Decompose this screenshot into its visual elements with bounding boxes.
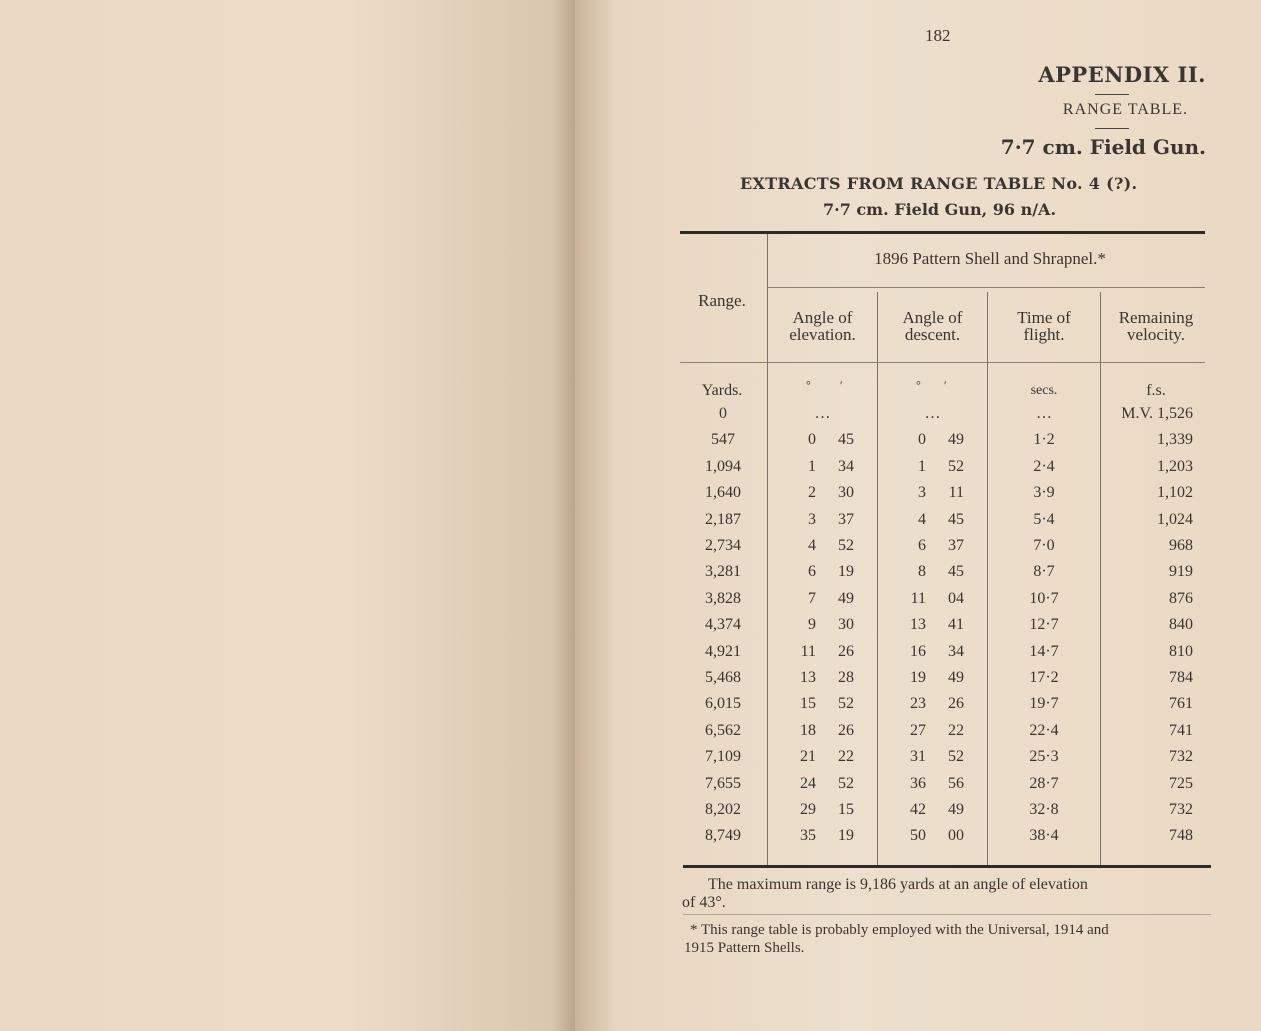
cell-remaining-velocity: 1,024 — [1157, 510, 1193, 528]
cell-descent-minutes: 37 — [948, 537, 964, 554]
footnote-line2: 1915 Pattern Shells. — [684, 940, 805, 956]
cell-range: 8,749 — [705, 827, 741, 845]
cell-range: 2,734 — [705, 537, 741, 554]
cell-remaining-velocity: 968 — [1169, 537, 1193, 554]
cell-remaining-velocity: 840 — [1169, 616, 1193, 634]
cell-remaining-velocity: 725 — [1169, 774, 1193, 792]
group-header-rule — [768, 287, 1205, 288]
left-page — [0, 0, 575, 1031]
cell-range: 3,281 — [705, 563, 741, 581]
cell-remaining-velocity: 876 — [1169, 589, 1193, 607]
cell-elevation-degrees: … — [814, 405, 831, 422]
cell-descent-degrees: 19 — [910, 669, 926, 686]
cell-elevation-degrees: 29 — [800, 801, 816, 818]
cell-descent-minutes: 52 — [948, 457, 964, 475]
extracts-subtitle: 7·7 cm. Field Gun, 96 n/A. — [823, 200, 1057, 219]
cell-remaining-velocity: 1,339 — [1157, 431, 1193, 449]
cell-descent-degrees: 11 — [910, 589, 926, 607]
cell-descent-degrees: 50 — [910, 827, 926, 845]
cell-time-of-flight: 32·8 — [1029, 801, 1059, 818]
unit-seconds: secs. — [1030, 383, 1058, 398]
descent-header-line2: descent. — [904, 325, 961, 344]
cell-elevation-minutes: 52 — [838, 537, 854, 554]
cell-descent-degrees: 13 — [910, 616, 926, 634]
cell-time-of-flight: … — [1036, 405, 1052, 422]
cell-remaining-velocity: 741 — [1169, 721, 1193, 739]
unit-descent-minutes: ′ — [944, 378, 947, 392]
cell-elevation-minutes: 28 — [838, 669, 854, 686]
cell-descent-minutes: 45 — [948, 563, 964, 581]
cell-range: 6,562 — [705, 721, 741, 739]
max-range-note: The maximum range is 9,186 yards at an angle of elevation — [708, 876, 1088, 893]
elevation-header-line2: elevation. — [789, 325, 856, 344]
range-header: Range. — [698, 291, 746, 310]
cell-descent-degrees: … — [924, 405, 941, 422]
unit-elevation-minutes: ′ — [840, 378, 843, 392]
cell-descent-degrees: 16 — [910, 642, 926, 660]
cell-time-of-flight: 25·3 — [1029, 748, 1059, 766]
cell-time-of-flight: 2·4 — [1033, 457, 1055, 475]
cell-descent-minutes: 11 — [948, 484, 964, 502]
elev-desc-divider — [877, 292, 878, 866]
velocity-header-line1: Remaining — [1118, 308, 1194, 327]
cell-elevation-degrees: 2 — [808, 484, 816, 502]
cell-elevation-degrees: 3 — [808, 510, 816, 528]
extracts-title: EXTRACTS FROM RANGE TABLE No. 4 (?). — [740, 174, 1138, 193]
cell-range: 1,094 — [705, 457, 741, 475]
cell-range: 6,015 — [705, 695, 741, 713]
cell-descent-minutes: 22 — [948, 721, 964, 739]
cell-range: 547 — [711, 431, 735, 449]
table-bottom-rule — [683, 865, 1211, 868]
cell-elevation-minutes: 49 — [838, 589, 854, 607]
elevation-header-line1: Angle of — [792, 308, 853, 327]
cell-descent-degrees: 36 — [910, 774, 926, 792]
cell-time-of-flight: 7·0 — [1033, 537, 1055, 554]
cell-time-of-flight: 8·7 — [1033, 563, 1055, 581]
cell-elevation-degrees: 9 — [808, 616, 816, 634]
time-header-line1: Time of — [1017, 308, 1071, 327]
cell-remaining-velocity: 1,102 — [1157, 484, 1193, 502]
cell-remaining-velocity: 784 — [1169, 669, 1193, 686]
cell-range: 4,921 — [705, 642, 741, 660]
cell-range: 3,828 — [705, 589, 741, 607]
cell-elevation-degrees: 24 — [800, 774, 816, 792]
cell-elevation-degrees: 13 — [800, 669, 816, 686]
cell-descent-minutes: 56 — [948, 774, 964, 792]
cell-elevation-minutes: 45 — [838, 431, 854, 449]
cell-descent-degrees: 31 — [910, 748, 926, 766]
range-table-subtitle: RANGE TABLE. — [1062, 101, 1188, 118]
cell-descent-minutes: 26 — [948, 695, 964, 713]
cell-time-of-flight: 10·7 — [1029, 589, 1059, 607]
cell-descent-degrees: 23 — [910, 695, 926, 713]
cell-descent-minutes: 41 — [948, 616, 964, 634]
table-top-rule — [680, 231, 1205, 234]
cell-elevation-minutes: 30 — [838, 616, 854, 634]
cell-descent-minutes: 49 — [948, 801, 964, 818]
cell-elevation-minutes: 37 — [838, 510, 854, 528]
cell-range: 2,187 — [705, 510, 741, 528]
cell-descent-degrees: 6 — [918, 537, 926, 554]
cell-time-of-flight: 19·7 — [1029, 695, 1059, 713]
title-divider — [1095, 94, 1129, 95]
cell-time-of-flight: 22·4 — [1029, 721, 1059, 739]
cell-remaining-velocity: 748 — [1169, 827, 1193, 845]
cell-elevation-degrees: 4 — [808, 537, 816, 554]
cell-elevation-degrees: 0 — [808, 431, 816, 449]
cell-remaining-velocity: M.V. 1,526 — [1121, 405, 1193, 422]
cell-range: 0 — [719, 405, 727, 422]
cell-range: 7,655 — [705, 774, 741, 792]
cell-elevation-degrees: 1 — [808, 457, 816, 475]
cell-elevation-degrees: 35 — [800, 827, 816, 845]
cell-descent-minutes: 49 — [948, 431, 964, 449]
page-number: 182 — [925, 26, 951, 45]
cell-elevation-degrees: 18 — [800, 721, 816, 739]
cell-remaining-velocity: 761 — [1169, 695, 1193, 713]
cell-elevation-degrees: 21 — [800, 748, 816, 766]
descent-header-line1: Angle of — [902, 308, 963, 327]
cell-remaining-velocity: 732 — [1169, 748, 1193, 766]
unit-yards: Yards. — [701, 382, 743, 399]
cell-descent-minutes: 52 — [948, 748, 964, 766]
cell-elevation-minutes: 34 — [838, 457, 854, 475]
cell-descent-minutes: 04 — [948, 589, 964, 607]
cell-time-of-flight: 1·2 — [1033, 431, 1055, 449]
cell-elevation-degrees: 15 — [800, 695, 816, 713]
cell-elevation-minutes: 19 — [838, 563, 854, 581]
cell-time-of-flight: 17·2 — [1029, 669, 1059, 686]
cell-range: 4,374 — [705, 616, 741, 634]
velocity-header-line2: velocity. — [1127, 325, 1185, 344]
unit-descent-degrees: ° — [916, 378, 921, 392]
cell-elevation-minutes: 52 — [838, 774, 854, 792]
cell-time-of-flight: 12·7 — [1029, 616, 1059, 634]
cell-descent-degrees: 3 — [918, 484, 926, 502]
cell-remaining-velocity: 1,203 — [1157, 457, 1193, 475]
group-header: 1896 Pattern Shell and Shrapnel.* — [874, 249, 1106, 268]
cell-range: 7,109 — [705, 748, 741, 766]
cell-range: 8,202 — [705, 801, 741, 818]
subtitle-divider — [1095, 128, 1129, 129]
cell-remaining-velocity: 732 — [1169, 801, 1193, 818]
cell-descent-degrees: 42 — [910, 801, 926, 818]
cell-descent-degrees: 0 — [918, 431, 926, 449]
cell-elevation-minutes: 26 — [838, 721, 854, 739]
gun-title: 7·7 cm. Field Gun. — [1000, 135, 1206, 159]
cell-descent-minutes: 34 — [948, 642, 964, 660]
unit-elevation-degrees: ° — [806, 378, 811, 392]
cell-descent-degrees: 27 — [910, 721, 926, 739]
cell-time-of-flight: 14·7 — [1029, 642, 1059, 660]
cell-descent-minutes: 49 — [948, 669, 964, 686]
cell-elevation-degrees: 6 — [808, 563, 816, 581]
cell-elevation-minutes: 52 — [838, 695, 854, 713]
cell-time-of-flight: 3·9 — [1033, 484, 1055, 502]
cell-time-of-flight: 28·7 — [1029, 774, 1059, 792]
cell-descent-minutes: 00 — [948, 827, 964, 845]
appendix-title: APPENDIX II. — [1038, 62, 1206, 87]
cell-time-of-flight: 38·4 — [1029, 827, 1059, 845]
max-range-note-cont: of 43°. — [682, 894, 726, 911]
cell-descent-degrees: 1 — [918, 457, 926, 475]
cell-time-of-flight: 5·4 — [1033, 510, 1055, 528]
cell-elevation-minutes: 26 — [838, 642, 854, 660]
cell-elevation-minutes: 30 — [838, 484, 854, 502]
cell-range: 1,640 — [705, 484, 741, 502]
cell-descent-degrees: 4 — [918, 510, 926, 528]
cell-elevation-degrees: 7 — [808, 589, 816, 607]
unit-feet-per-second: f.s. — [1146, 382, 1166, 399]
cell-descent-minutes: 45 — [948, 510, 964, 528]
footnote-line1: * This range table is probably employed with the Universal, 1914 and — [690, 922, 1109, 938]
cell-elevation-minutes: 15 — [838, 801, 854, 818]
cell-elevation-degrees: 11 — [800, 642, 816, 660]
cell-elevation-minutes: 19 — [838, 827, 854, 845]
cell-descent-degrees: 8 — [918, 563, 926, 581]
cell-remaining-velocity: 810 — [1169, 642, 1193, 660]
cell-elevation-minutes: 22 — [838, 748, 854, 766]
header-bottom-rule — [680, 362, 1205, 363]
cell-remaining-velocity: 919 — [1169, 563, 1193, 581]
cell-range: 5,468 — [705, 669, 741, 686]
footnote-rule — [683, 914, 1211, 915]
time-header-line2: flight. — [1023, 325, 1065, 344]
